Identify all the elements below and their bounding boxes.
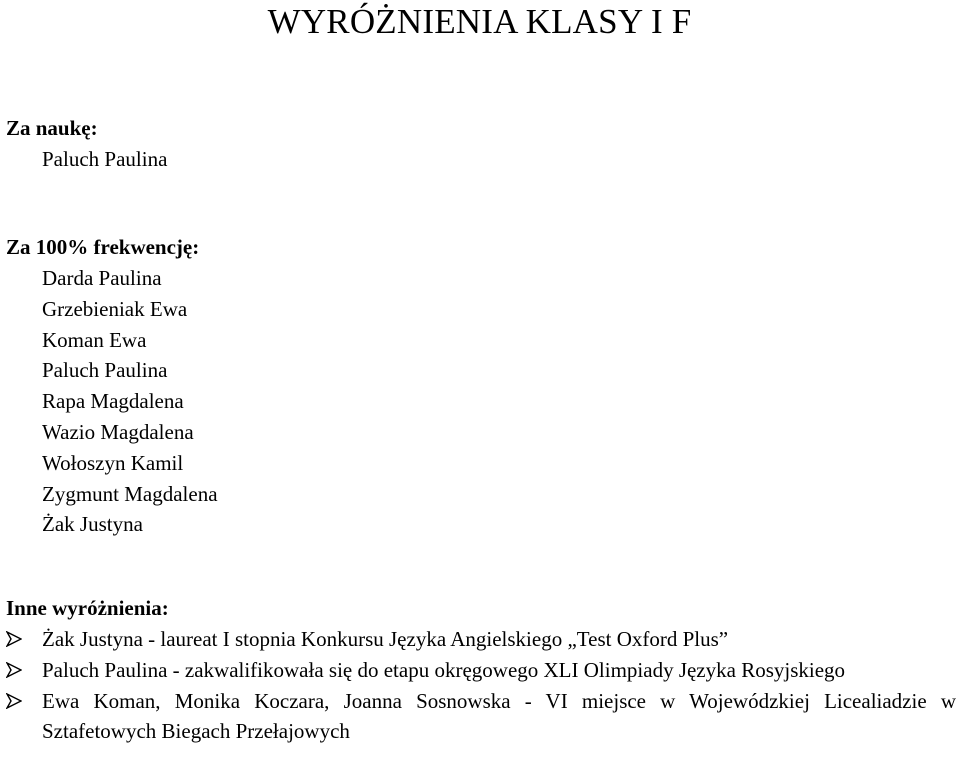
list-item: Rapa Magdalena — [42, 389, 184, 414]
bullet-item — [6, 686, 956, 748]
name-list — [6, 144, 956, 175]
arrow-bullet-icon — [6, 693, 22, 709]
bullet-text: Ewa Koman, Monika Koczara, Joanna Sosnowska - VI miejsce w Wojewódzkiej Licealiadzie w Sztafetowych Biegach Przełajowych — [42, 688, 956, 744]
bullet-item — [6, 624, 956, 655]
name-list — [6, 263, 956, 540]
list-item: Wazio Magdalena — [42, 419, 194, 444]
bullet-item — [6, 655, 956, 686]
list-item: Zygmunt Magdalena — [42, 481, 218, 506]
section-heading: Za naukę: — [6, 116, 98, 140]
section-other-awards — [6, 593, 956, 747]
arrow-bullet-icon — [6, 631, 22, 647]
list-item: Grzebieniak Ewa — [42, 296, 188, 321]
section-study-award — [6, 113, 956, 175]
section-heading: Inne wyróżnienia: — [6, 596, 169, 620]
list-item: Darda Paulina — [42, 266, 162, 290]
bullet-list — [6, 624, 956, 747]
list-item: Żak Justyna — [42, 512, 143, 537]
section-attendance-award — [6, 232, 956, 540]
list-item: Paluch Paulina — [42, 358, 168, 383]
page-title: WYRÓŻNIENIA KLASY I F — [267, 2, 692, 41]
list-item: Koman Ewa — [42, 327, 147, 352]
list-item: Wołoszyn Kamil — [42, 450, 184, 475]
bullet-text: Paluch Paulina - zakwalifikowała się do etapu okręgowego XLI Olimpiady Języka Rosyjskiego — [42, 657, 846, 682]
bullet-text: Żak Justyna - laureat I stopnia Konkursu Języka Angielskiego „Test Oxford Plus” — [42, 627, 729, 651]
arrow-bullet-icon — [6, 662, 22, 678]
section-heading: Za 100% frekwencję: — [6, 235, 200, 259]
list-item: Paluch Paulina — [42, 147, 168, 171]
